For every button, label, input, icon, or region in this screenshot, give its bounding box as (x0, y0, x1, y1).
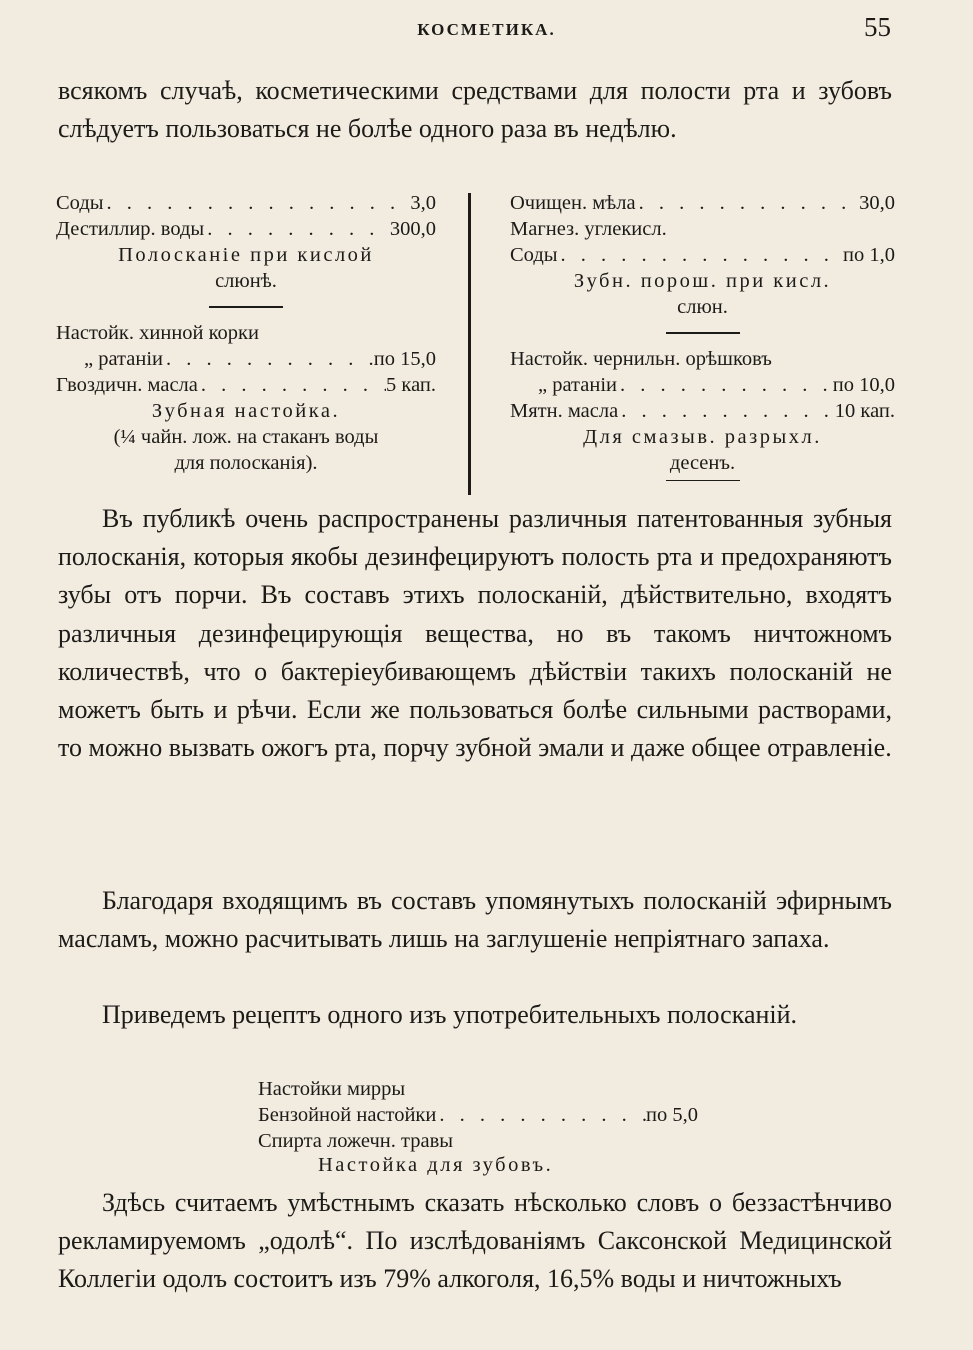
ingredient-name: Магнез. углекисл. (510, 218, 667, 240)
recipe-row (258, 1102, 698, 1128)
ingredient-name: Соды (510, 244, 558, 266)
recipe-title: Зубная настойка. (151, 399, 341, 422)
final-recipe-title: Настойка для зубовъ. (318, 1154, 554, 1176)
recipe-title-cont: десенъ. (669, 451, 736, 474)
page-number: 55 (864, 12, 891, 42)
paragraph-odol: Здѣсь считаемъ умѣстнымъ сказать нѣсколько словъ о беззастѣнчиво рекламируемомъ „одолѣ“. По изслѣдованіямъ Саксонской Медицинской Коллегіи одолъ состоитъ изъ 79% алкоголя, 16,5% воды и ничтожныхъ (58, 1188, 892, 1294)
recipe-row (56, 216, 436, 242)
ingredient-name: Настойк. чернильн. орѣшковъ (510, 347, 772, 370)
ingredient-quantity: 3,0 (410, 192, 436, 214)
recipe-title: Для смазыв. разрыхл. (583, 425, 822, 448)
recipe-row (510, 242, 895, 268)
recipe-title: Зубн. порош. при кисл. (573, 270, 832, 292)
recipe-note: (¼ чайн. лож. на стаканъ воды (113, 425, 379, 448)
ingredient-name: Настойк. хинной корки (56, 321, 259, 344)
recipe-row (510, 216, 895, 242)
ingredient-quantity: 30,0 (859, 192, 895, 214)
column-divider (468, 193, 471, 495)
ingredient-name: „ ратаніи (538, 373, 617, 396)
recipe-row (56, 346, 436, 372)
ingredient-quantity: по 5,0 (646, 1104, 698, 1126)
ingredient-name: Спирта ложечн. травы (258, 1130, 454, 1152)
ingredient-name: Гвоздичн. масла (56, 373, 198, 396)
ingredient-name: Дестиллир. воды (56, 218, 205, 240)
ingredient-quantity: по 1,0 (843, 244, 895, 266)
ingredient-name: Соды (56, 192, 104, 214)
leader-dots (204, 216, 390, 242)
recipe-row (56, 190, 436, 216)
recipe-row (510, 190, 895, 216)
recipe-row (56, 320, 436, 346)
recipe-row (510, 372, 895, 398)
paragraph-recipe-intro: Приведемъ рецептъ одного изъ употребительныхъ полосканій. (102, 1000, 798, 1029)
ingredient-quantity: по 15,0 (373, 347, 436, 370)
recipe-row (258, 1076, 698, 1102)
recipe-row (56, 372, 436, 398)
leader-dots (163, 346, 374, 372)
section-rule (209, 306, 283, 308)
recipe-title-cont: слюнѣ. (215, 270, 277, 292)
leader-dots (198, 372, 386, 398)
recipe-title-cont: слюн. (677, 296, 728, 318)
final-recipe (258, 1076, 698, 1154)
ingredient-quantity: по 10,0 (832, 373, 895, 396)
ingredient-quantity: 5 кап. (386, 373, 436, 396)
leader-dots (558, 242, 843, 268)
recipe-row (258, 1128, 698, 1154)
recipe-column-left (56, 190, 436, 476)
leader-dots (436, 1102, 646, 1128)
ingredient-quantity: 300,0 (389, 218, 436, 240)
paragraph-essential-oils: Благодаря входящимъ въ составъ упомянутыхъ полосканій эфирнымъ масламъ, можно расчитывать лишь на заглушеніе непріятнаго запаха. (58, 886, 892, 954)
ingredient-name: „ ратаніи (84, 347, 163, 370)
recipe-note-cont: для полосканія). (174, 451, 318, 474)
section-rule (666, 332, 740, 334)
leader-dots (636, 190, 860, 216)
recipe-row (510, 398, 895, 424)
paragraph-patent-rinses: Въ публикѣ очень распространены различныя патентованныя зубныя полосканія, которыя якобы дезинфецируютъ полость рта и предохраняютъ зубы отъ порчи. Въ составъ этихъ полосканій, дѣйствительно, входятъ различныя дезинфецирующія вещества, но въ такомъ ничтожномъ количествѣ, что о бактеріеубивающемъ дѣйствіи такихъ полосканій не можетъ быть и рѣчи. Если же пользоваться болѣе сильными растворами, то можно вызвать ожогъ рта, порчу зубной эмали и даже общее отравленіе. (58, 504, 892, 763)
leader-dots (618, 398, 835, 424)
ingredient-name: Мятн. масла (510, 399, 619, 422)
page-header (0, 14, 973, 44)
recipe-title: Полосканіе при кислой (118, 244, 374, 266)
ingredient-name: Очищен. мѣла (510, 192, 636, 214)
section-rule (666, 480, 740, 482)
recipe-column-right (510, 190, 895, 493)
ingredient-name: Настойки мирры (258, 1078, 406, 1100)
leader-dots (617, 372, 833, 398)
ingredient-name: Бензойной настойки (258, 1104, 437, 1126)
intro-paragraph: всякомъ случаѣ, косметическими средствами для полости рта и зубовъ слѣдуетъ пользоваться не болѣе одного раза въ недѣлю. (58, 76, 892, 144)
ingredient-quantity: 10 кап. (834, 399, 895, 422)
leader-dots (104, 190, 411, 216)
recipe-row (510, 346, 895, 372)
running-title: КОСМЕТИКА. (417, 20, 556, 39)
